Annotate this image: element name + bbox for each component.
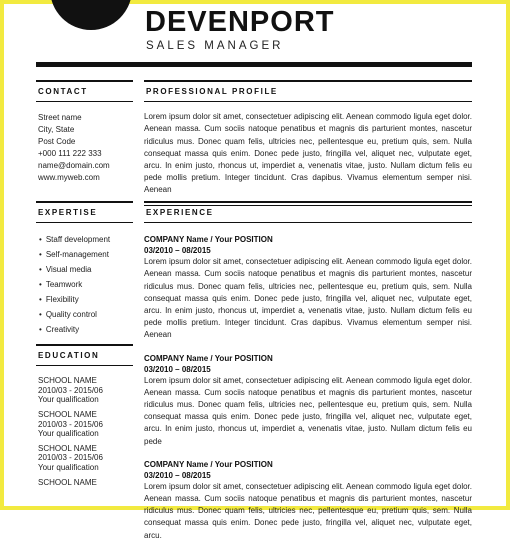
school-qualification: Your qualification [38, 462, 99, 472]
school-entry [38, 478, 133, 488]
profile-section [144, 80, 472, 206]
school-name: SCHOOL NAME [38, 443, 97, 453]
contact-heading: CONTACT [36, 80, 133, 102]
school-entry [38, 410, 133, 439]
school-dates: 2010/03 - 2015/06 [38, 385, 103, 395]
contact-postcode: Post Code [38, 137, 76, 147]
school-qualification: Your qualification [38, 395, 99, 405]
job-dates: 03/2010 – 08/2015 [144, 470, 211, 480]
job-entry [144, 454, 472, 542]
contact-email: name@domain.com [38, 161, 110, 171]
experience-heading: EXPERIENCE [144, 201, 472, 223]
education-heading: EDUCATION [36, 344, 133, 366]
expertise-section [36, 201, 133, 337]
school-dates: 2010/03 - 2015/06 [38, 419, 103, 429]
school-name: SCHOOL NAME [38, 477, 97, 487]
expertise-list [36, 223, 133, 337]
job-description: Lorem ipsum dolor sit amet, consectetuer adipiscing elit. Aenean commodo ligula eget dolor. Aenean massa. Cum sociis natoque penatibus et magnis dis parturient montes, nascetur ridiculus mus. Donec quam felis, ultricies nec, pellentesque eu, pretium quis, sem. Nulla consequat massa quis enim. Donec pede justo, fringilla vel, aliquet nec, vulputate eget, arcu. [144, 481, 472, 540]
job-entry [144, 348, 472, 448]
school-name: SCHOOL NAME [38, 409, 97, 419]
experience-section [144, 201, 472, 542]
job-entry [144, 229, 472, 341]
contact-website: www.myweb.com [38, 173, 100, 183]
school-qualification: Your qualification [38, 429, 99, 439]
education-section [36, 344, 133, 492]
contact-city: City, State [38, 125, 75, 135]
profile-heading: PROFESSIONAL PROFILE [144, 80, 472, 102]
job-title: COMPANY Name / Your POSITION [144, 459, 273, 469]
monogram-badge [50, 0, 132, 30]
profile-text: Lorem ipsum dolor sit amet, consectetuer adipiscing elit. Aenean commodo ligula eget dolor. Aenean massa. Cum sociis natoque penatibus et magnis dis parturient montes, nascetur ridiculus mus. Donec quam felis, ultricies nec, pellentesque eu, pretium quis, sem. Nulla consequat massa quis enim. Donec pede justo, fringilla vel, aliquet nec, vulputate eget, arcu. In enim justo, rhoncus ut, imperdiet a, venenatis vitae, justo. Nullam dictum felis eu pede mollis pretium. Integer tincidunt. Cras dapibus. Vivamus elementum semper nisi. Aenean [144, 112, 472, 195]
school-entry [38, 444, 133, 473]
candidate-name: DEVENPORT [145, 6, 335, 38]
contact-list [36, 102, 133, 184]
school-entry [38, 376, 133, 405]
expertise-item: • Self-management [39, 247, 133, 262]
expertise-item: • Creativity [39, 322, 133, 337]
job-dates: 03/2010 – 08/2015 [144, 364, 211, 374]
job-description: Lorem ipsum dolor sit amet, consectetuer adipiscing elit. Aenean commodo ligula eget dolor. Aenean massa. Cum sociis natoque penatibus et magnis dis parturient montes, nascetur ridiculus mus. Donec quam felis, ultricies nec, pellentesque eu, pretium quis, sem. Nulla consequat massa quis enim. Donec pede justo, fringilla vel, aliquet nec, vulputate eget, arcu. In enim justo, rhoncus ut, imperdiet a, venenatis vitae, justo. Nullam dictum felis eu pede mollis pretium. Integer tincidunt. Cras dapibus. Vivamus elementum semper nisi. Aenean [144, 257, 472, 340]
school-name: SCHOOL NAME [38, 376, 97, 386]
expertise-item: • Quality control [39, 307, 133, 322]
job-title: COMPANY Name / Your POSITION [144, 353, 273, 363]
expertise-item: • Flexibility [39, 292, 133, 307]
contact-street: Street name [38, 113, 82, 123]
header-rule [36, 62, 472, 67]
job-title: COMPANY Name / Your POSITION [144, 235, 273, 245]
job-dates: 03/2010 – 08/2015 [144, 246, 211, 256]
job-role: SALES MANAGER [146, 40, 284, 52]
contact-phone: +000 111 222 333 [38, 149, 102, 159]
school-dates: 2010/03 - 2015/06 [38, 453, 103, 463]
expertise-item: • Visual media [39, 262, 133, 277]
job-description: Lorem ipsum dolor sit amet, consectetuer adipiscing elit. Aenean commodo ligula eget dolor. Aenean massa. Cum sociis natoque penatibus et magnis dis parturient montes, nascetur ridiculus mus. Donec quam felis, ultricies nec, pellentesque eu, pretium quis, sem. Nulla consequat massa quis enim. Donec pede justo, fringilla vel, aliquet nec, vulputate eget, arcu. In enim justo, rhoncus ut, imperdiet a, venenatis vitae, justo. Nullam dictum felis eu pede [144, 375, 472, 446]
expertise-item: • Staff development [39, 232, 133, 247]
expertise-heading: EXPERTISE [36, 201, 133, 223]
sidebar [36, 80, 133, 184]
education-list [36, 366, 133, 487]
expertise-item: • Teamwork [39, 277, 133, 292]
